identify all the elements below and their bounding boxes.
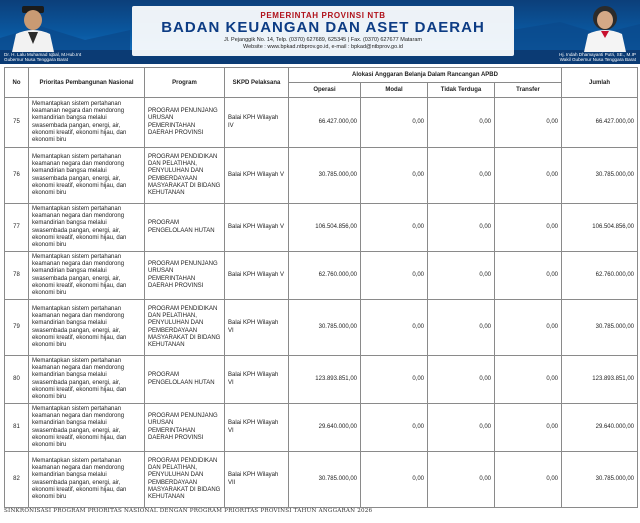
cell-no: 78 xyxy=(5,252,29,300)
cell-no: 76 xyxy=(5,148,29,204)
cell-no: 77 xyxy=(5,204,29,252)
header-program: Program xyxy=(145,68,225,98)
vice-governor-name: Hj. Indah Dhamayanti Putri, SE., M.IP xyxy=(559,52,636,57)
cell-jumlah: 106.504.856,00 xyxy=(562,204,638,252)
table-row xyxy=(5,98,638,148)
cell-jumlah: 30.785.000,00 xyxy=(562,452,638,508)
cell-transfer: 0,00 xyxy=(495,300,562,356)
table-row xyxy=(5,148,638,204)
header-tidak-terduga: Tidak Terduga xyxy=(428,83,495,98)
cell-program: PROGRAM PENGELOLAAN HUTAN xyxy=(145,356,225,404)
cell-jumlah: 29.640.000,00 xyxy=(562,404,638,452)
cell-no: 75 xyxy=(5,98,29,148)
vice-governor-portrait xyxy=(578,4,632,52)
cell-operasi: 30.785.000,00 xyxy=(289,148,361,204)
cell-tidak-terduga: 0,00 xyxy=(428,148,495,204)
cell-tidak-terduga: 0,00 xyxy=(428,252,495,300)
cell-jumlah: 123.893.851,00 xyxy=(562,356,638,404)
cell-tidak-terduga: 0,00 xyxy=(428,356,495,404)
cell-modal: 0,00 xyxy=(361,148,428,204)
cell-tidak-terduga: 0,00 xyxy=(428,204,495,252)
header-alokasi: Alokasi Anggaran Belanja Dalam Rancangan APBD xyxy=(289,68,562,83)
cell-jumlah: 30.785.000,00 xyxy=(562,300,638,356)
cell-transfer: 0,00 xyxy=(495,204,562,252)
header-modal: Modal xyxy=(361,83,428,98)
cell-program: PROGRAM PENDIDIKAN DAN PELATIHAN, PENYULUHAN DAN PEMBERDAYAAN MASYARAKAT DI BIDANG KEHUTANAN xyxy=(145,452,225,508)
cell-prioritas: Memantapkan sistem pertahanan keamanan negara dan mendorong kemandirian bangsa melalui swasembada pangan, energi, air, ekonomi kreatif, ekonomi hijau, dan ekonomi biru xyxy=(29,452,145,508)
cell-program: PROGRAM PENDIDIKAN DAN PELATIHAN, PENYULUHAN DAN PEMBERDAYAAN MASYARAKAT DI BIDANG KEHUTANAN xyxy=(145,300,225,356)
agency-name: BADAN KEUANGAN DAN ASET DAERAH xyxy=(161,19,485,36)
cell-program: PROGRAM PENDIDIKAN DAN PELATIHAN, PENYULUHAN DAN PEMBERDAYAAN MASYARAKAT DI BIDANG KEHUTANAN xyxy=(145,148,225,204)
cell-skpd: Balai KPH Wilayah VI xyxy=(225,300,289,356)
cell-jumlah: 66.427.000,00 xyxy=(562,98,638,148)
cell-operasi: 66.427.000,00 xyxy=(289,98,361,148)
vice-governor-title: Wakil Gubernur Nusa Tenggara Barat xyxy=(559,57,636,63)
cell-no: 79 xyxy=(5,300,29,356)
cell-transfer: 0,00 xyxy=(495,252,562,300)
cell-skpd: Balai KPH Wilayah VI xyxy=(225,356,289,404)
cell-skpd: Balai KPH Wilayah V xyxy=(225,204,289,252)
cell-prioritas: Memantapkan sistem pertahanan keamanan negara dan mendorong kemandirian bangsa melalui swasembada pangan, energi, air, ekonomi kreatif, ekonomi hijau, dan ekonomi biru xyxy=(29,404,145,452)
province-name: PEMERINTAH PROVINSI NTB xyxy=(260,11,386,20)
cell-prioritas: Memantapkan sistem pertahanan keamanan negara dan mendorong kemandirian bangsa melalui swasembada pangan, energi, air, ekonomi kreatif, ekonomi hijau, dan ekonomi biru xyxy=(29,356,145,404)
cell-skpd: Balai KPH Wilayah IV xyxy=(225,98,289,148)
cell-operasi: 62.760.000,00 xyxy=(289,252,361,300)
cell-modal: 0,00 xyxy=(361,98,428,148)
cell-operasi: 106.504.856,00 xyxy=(289,204,361,252)
table-row xyxy=(5,252,638,300)
cell-operasi: 30.785.000,00 xyxy=(289,452,361,508)
cell-tidak-terduga: 0,00 xyxy=(428,98,495,148)
cell-jumlah: 62.760.000,00 xyxy=(562,252,638,300)
cell-transfer: 0,00 xyxy=(495,148,562,204)
header-prioritas: Prioritas Pembangunan Nasional xyxy=(29,68,145,98)
cell-prioritas: Memantapkan sistem pertahanan keamanan negara dan mendorong kemandirian bangsa melalui swasembada pangan, energi, air, ekonomi kreatif, ekonomi hijau, dan ekonomi biru xyxy=(29,252,145,300)
cell-skpd: Balai KPH Wilayah V xyxy=(225,148,289,204)
cell-skpd: Balai KPH Wilayah VI xyxy=(225,404,289,452)
governor-title: Gubernur Nusa Tenggara Barat xyxy=(4,57,69,63)
cell-no: 81 xyxy=(5,404,29,452)
cell-modal: 0,00 xyxy=(361,204,428,252)
cell-tidak-terduga: 0,00 xyxy=(428,404,495,452)
cell-program: PROGRAM PENGELOLAAN HUTAN xyxy=(145,204,225,252)
cell-prioritas: Memantapkan sistem pertahanan keamanan negara dan mendorong kemandirian bangsa melalui swasembada pangan, energi, air, ekonomi kreatif, ekonomi hijau, dan ekonomi biru xyxy=(29,204,145,252)
header-skpd: SKPD Pelaksana xyxy=(225,68,289,98)
cell-transfer: 0,00 xyxy=(495,452,562,508)
header-no: No xyxy=(5,68,29,98)
cell-skpd: Balai KPH Wilayah VII xyxy=(225,452,289,508)
budget-allocation-table xyxy=(4,67,638,508)
header-banner xyxy=(0,0,640,64)
agency-address: Jl. Pejanggik No. 14, Telp. (0370) 627689, 625345 | Fax. (0370) 627677 Mataram xyxy=(224,37,422,43)
cell-skpd: Balai KPH Wilayah V xyxy=(225,252,289,300)
cell-transfer: 0,00 xyxy=(495,404,562,452)
table-row xyxy=(5,204,638,252)
cell-program: PROGRAM PENUNJANG URUSAN PEMERINTAHAN DAERAH PROVINSI xyxy=(145,404,225,452)
table-row xyxy=(5,300,638,356)
governor-portrait xyxy=(6,4,60,52)
cell-program: PROGRAM PENUNJANG URUSAN PEMERINTAHAN DAERAH PROVINSI xyxy=(145,98,225,148)
cell-prioritas: Memantapkan sistem pertahanan keamanan negara dan mendorong kemandirian bangsa melalui swasembada pangan, energi, air, ekonomi kreatif, ekonomi hijau, dan ekonomi biru xyxy=(29,98,145,148)
cell-transfer: 0,00 xyxy=(495,98,562,148)
cell-no: 82 xyxy=(5,452,29,508)
cell-jumlah: 30.785.000,00 xyxy=(562,148,638,204)
cell-modal: 0,00 xyxy=(361,356,428,404)
header-transfer: Transfer xyxy=(495,83,562,98)
header-jumlah: Jumlah xyxy=(562,68,638,98)
cell-operasi: 123.893.851,00 xyxy=(289,356,361,404)
agency-contact: Website : www.bpkad.ntbprov.go.id, e-mail : bpkad@ntbprov.go.id xyxy=(243,44,403,50)
document-footer: SINKRONISASI PROGRAM PRIORITAS NASIONAL DENGAN PROGRAM PRIORITAS PROVINSI TAHUN ANGGARAN 2026 xyxy=(4,508,373,514)
cell-prioritas: Memantapkan sistem pertahanan keamanan negara dan mendorong kemandirian bangsa melalui swasembada pangan, energi, air, ekonomi kreatif, ekonomi hijau, dan ekonomi biru xyxy=(29,300,145,356)
governor-caption xyxy=(4,52,81,63)
cell-tidak-terduga: 0,00 xyxy=(428,452,495,508)
cell-modal: 0,00 xyxy=(361,404,428,452)
table-row xyxy=(5,356,638,404)
cell-modal: 0,00 xyxy=(361,300,428,356)
cell-tidak-terduga: 0,00 xyxy=(428,300,495,356)
cell-prioritas: Memantapkan sistem pertahanan keamanan negara dan mendorong kemandirian bangsa melalui swasembada pangan, energi, air, ekonomi kreatif, ekonomi hijau, dan ekonomi biru xyxy=(29,148,145,204)
agency-letterhead xyxy=(132,6,514,56)
cell-operasi: 29.640.000,00 xyxy=(289,404,361,452)
cell-program: PROGRAM PENUNJANG URUSAN PEMERINTAHAN DAERAH PROVINSI xyxy=(145,252,225,300)
cell-operasi: 30.785.000,00 xyxy=(289,300,361,356)
table-row xyxy=(5,404,638,452)
header-operasi: Operasi xyxy=(289,83,361,98)
cell-modal: 0,00 xyxy=(361,452,428,508)
cell-transfer: 0,00 xyxy=(495,356,562,404)
cell-no: 80 xyxy=(5,356,29,404)
table-row xyxy=(5,452,638,508)
cell-modal: 0,00 xyxy=(361,252,428,300)
governor-name: Dr. H. Lalu Muhamad Iqbal, M.Hub.Int xyxy=(4,52,82,57)
vice-governor-caption xyxy=(532,52,636,63)
